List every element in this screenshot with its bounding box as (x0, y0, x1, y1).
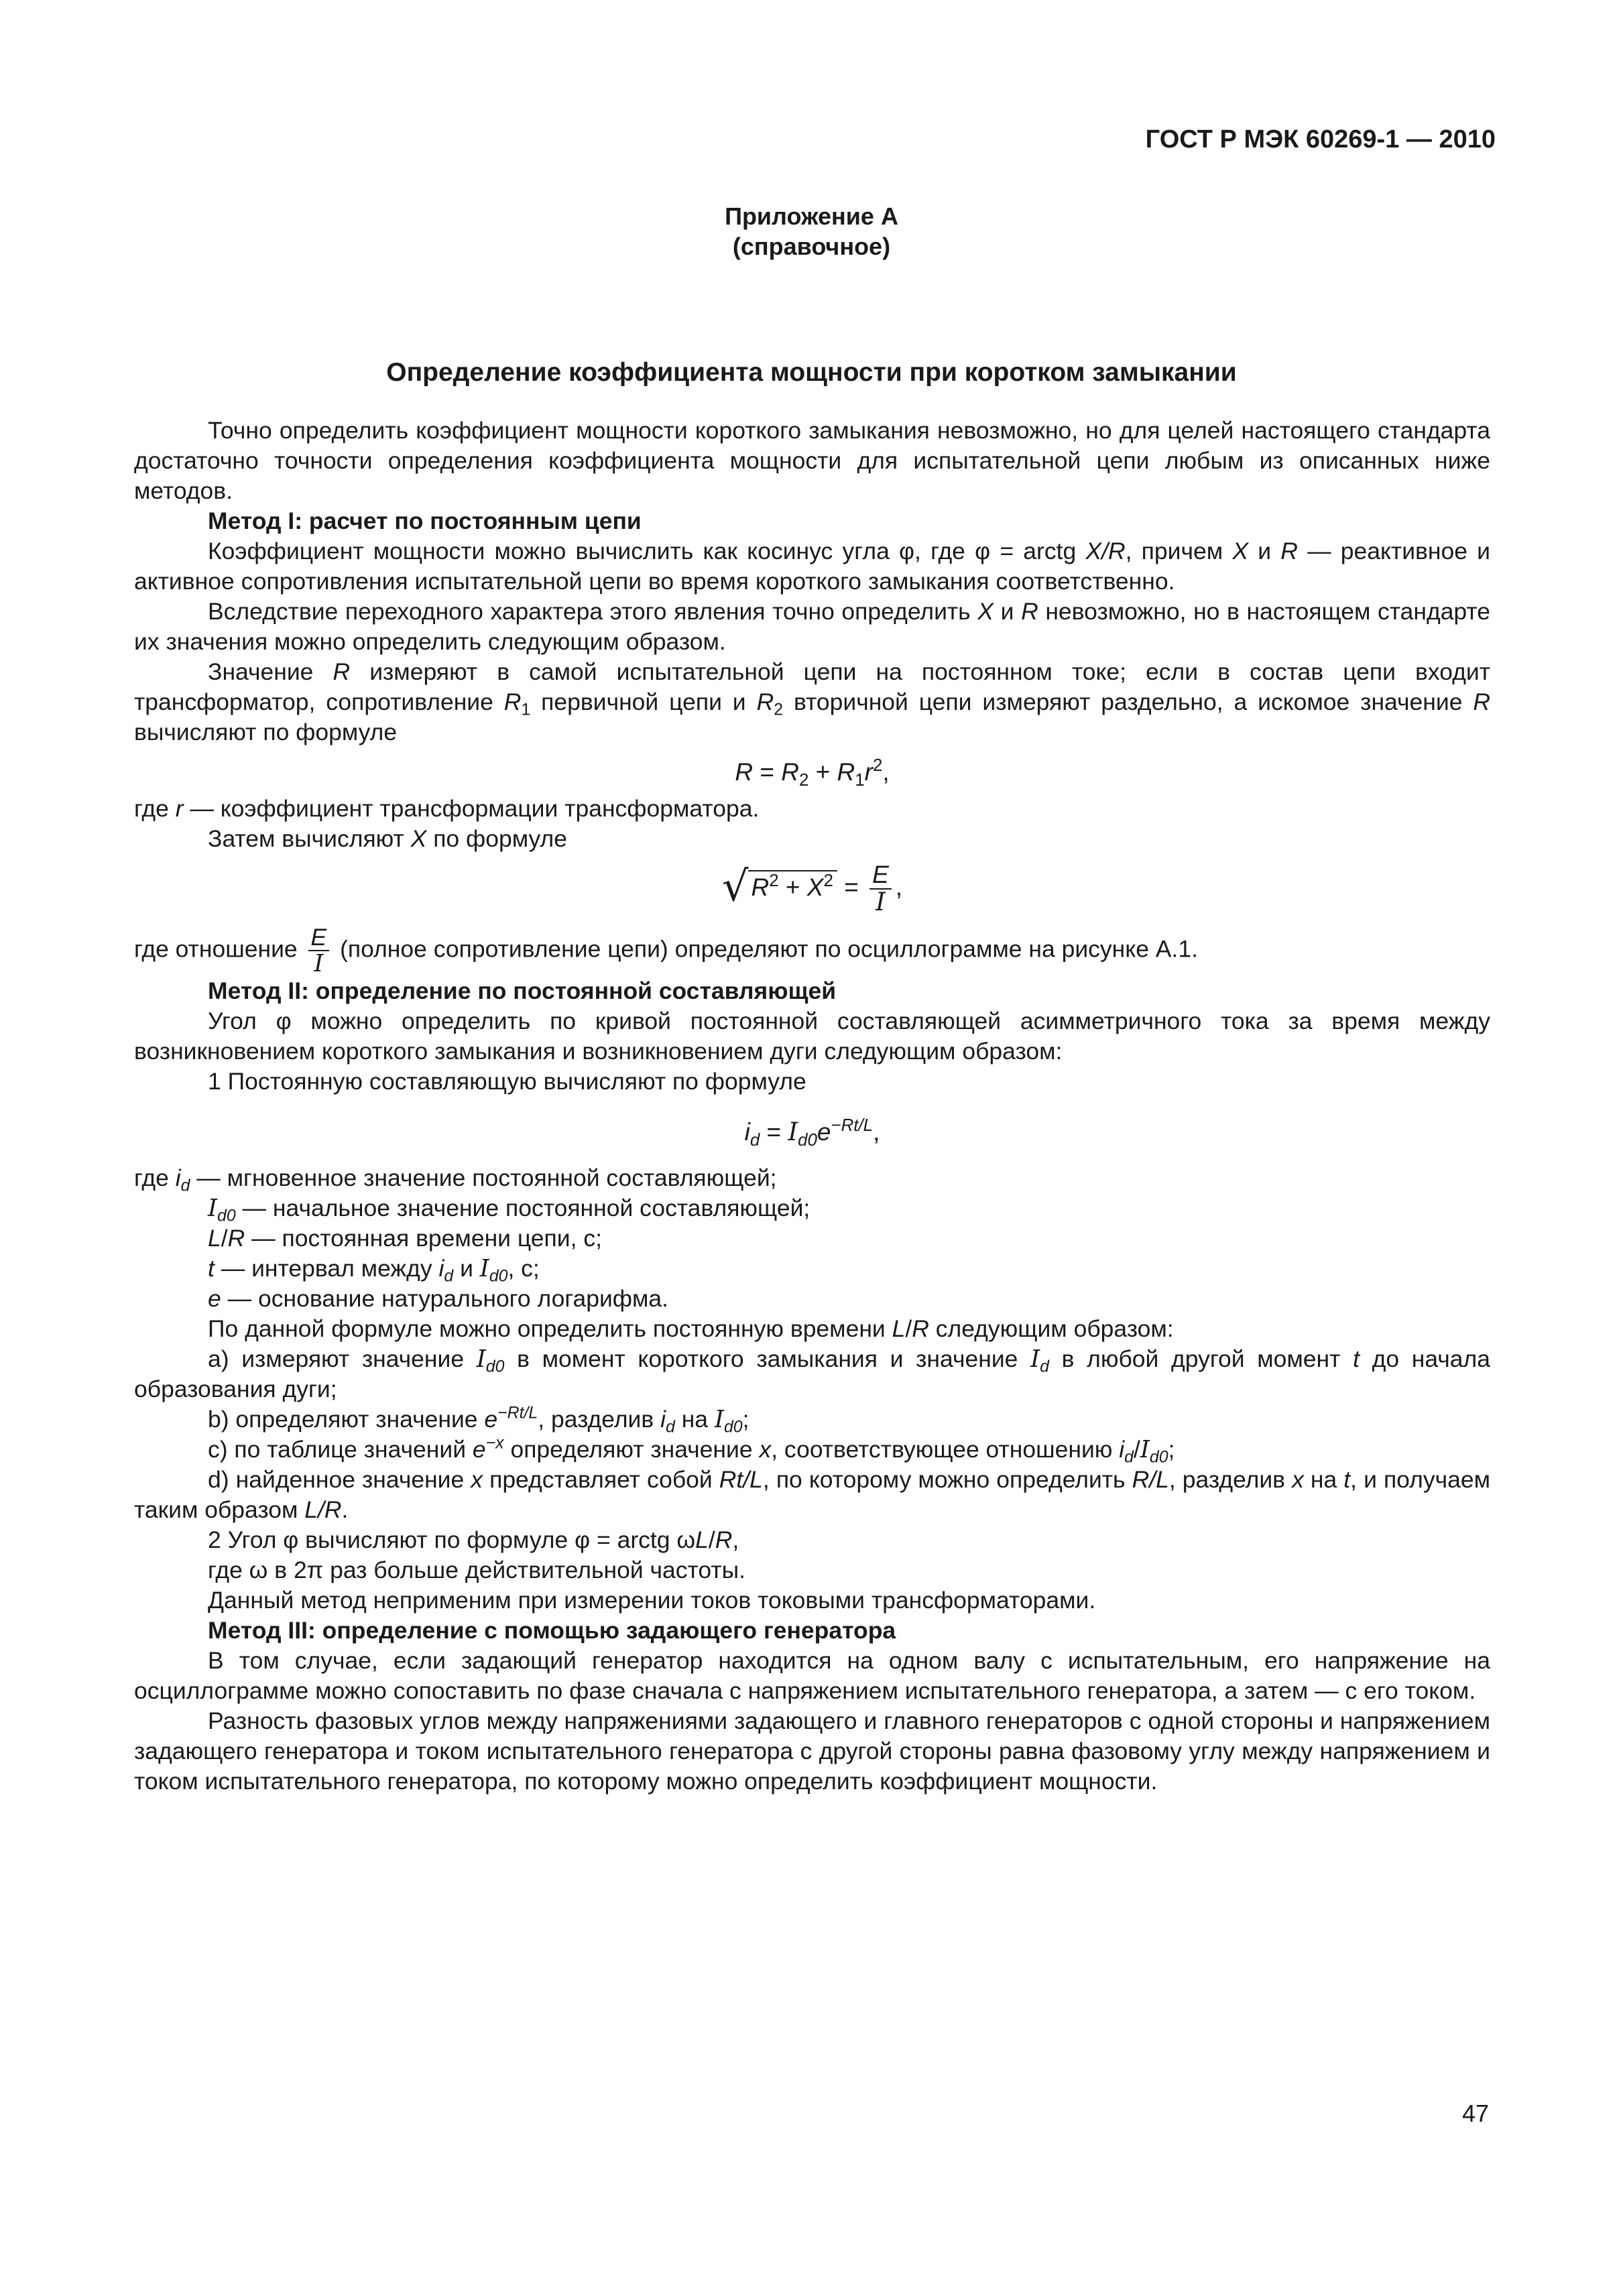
m1-paragraph-1: Коэффициент мощности можно вычислить как косинус угла φ, где φ = arctg X/R, причем X и R — реактивное и активное сопротивления испытательной цепи во время короткого замыкания соответственно. (134, 538, 1491, 595)
m1-paragraph-3: Значение R измеряют в самой испытательной цепи на постоянном токе; если в состав цепи входит трансформатор, сопротивление $R_1$ первичной цепи и $R_2$ вторичной цепи измеряют раздельно, а искомое значение R вычисляют по формуле (134, 658, 1490, 745)
m2-paragraph-3: По данной формуле можно определить постоянную времени L/R следующим образом: (208, 1315, 1174, 1343)
m1-where-r: где r — коэффициент трансформации трансформатора. (134, 795, 760, 822)
m3-paragraph-1: В том случае, если задающий генератор находится на одном валу с испытательным, его напряжение на осциллограмме можно сопоставить по фазе сначала с напряжением испытательного генератора, а затем — с его током. (134, 1647, 1490, 1705)
page-number: 47 (1461, 2100, 1489, 2127)
where-lr: L/R — постоянная времени цепи, с; (208, 1225, 602, 1252)
m3-paragraph-2: Разность фазовых углов между напряжениями задающего и главного генераторов с одной стороны и напряжением задающего генератора и током испытательного генератора с другой стороны равна фазовому углу между напряжением и током испытательного генератора, по которому можно определить коэффициент мощности. (134, 1707, 1490, 1795)
appendix-note: (справочное) (732, 233, 891, 260)
formula-dc-component: $i_d = I_{d0}e^{-Rt/L}$, (744, 1115, 880, 1150)
appendix-label: Приложение А (725, 202, 898, 230)
method-1-heading: Метод I: расчет по постоянным цепи (208, 507, 642, 534)
m1-then: Затем вычисляют X по формуле (208, 825, 567, 852)
step-b: b) определяют значение $e^{-Rt/L}$, разделив $i_d$ на $I_{d0}$; (208, 1404, 749, 1437)
m1-paragraph-2: Вследствие переходного характера этого явления точно определить X и R невозможно, но в настоящем стандарте их значения можно определить следующим образом. (134, 598, 1491, 655)
m2-paragraph-2: 1 Постоянную составляющую вычисляют по формуле (208, 1068, 806, 1095)
method-2-heading: Метод II: определение по постоянной составляющей (208, 977, 837, 1005)
where-id0: $I_{d0}$ — начальное значение постоянной составляющей; (208, 1195, 810, 1225)
where-id: где $i_d$ — мгновенное значение постоянной составляющей; (134, 1164, 777, 1195)
method-3-heading: Метод III: определение с помощью задающего генератора (208, 1617, 896, 1644)
formula-impedance: √ $R^2 + X^2$ = $\frac{E}{I}$ , (721, 861, 903, 916)
standard-header: ГОСТ Р МЭК 60269-1 — 2010 (1145, 125, 1496, 154)
intro-paragraph: Точно определить коэффициент мощности короткого замыкания невозможно, но для целей настоящего стандарта достаточно точности определения коэффициента мощности для испытательной цепи любым из описанных ниже методов. (134, 417, 1490, 504)
step-a: а) измеряют значение $I_{d0}$ в момент короткого замыкания и значение $I_d$ в любой другой момент t до начала образования дуги; (134, 1345, 1490, 1403)
formula-resistance: $R = R_2 + R_1r^2$, (735, 756, 890, 790)
step-2: 2 Угол φ вычисляют по формуле φ = arctg ωL/R, (208, 1526, 739, 1554)
appendix-heading (0, 201, 1623, 261)
body-text (134, 416, 1490, 1797)
where-e: e — основание натурального логарифма. (208, 1285, 669, 1313)
m2-paragraph-1: Угол φ можно определить по кривой постоянной составляющей асимметричного тока за время между возникновением короткого замыкания и возникновением дуги следующим образом: (134, 1008, 1490, 1065)
step-d: d) найденное значение x представляет собой Rt/L, по которому можно определить R/L, разделив x на t, и получаем таким образом L/R. (134, 1466, 1490, 1524)
m2-note: Данный метод неприменим при измерении токов токовыми трансформаторами. (208, 1587, 1096, 1614)
where-t: t — интервал между $i_d$ и $I_{d0}$, с; (208, 1255, 540, 1286)
page-title: Определение коэффициента мощности при коротком замыкании (386, 358, 1237, 387)
m1-impedance-ratio: где отношение $\frac{E}{I}$ (полное сопротивление цепи) определяют по осциллограмме на рисунке А.1. (134, 923, 1198, 977)
step-c: c) по таблице значений $e^{-x}$ определяют значение x, соответствующее отношению $i_d/I_{d0}$; (208, 1434, 1175, 1467)
step-2-where: где ω в 2π раз больше действительной частоты. (208, 1557, 746, 1584)
